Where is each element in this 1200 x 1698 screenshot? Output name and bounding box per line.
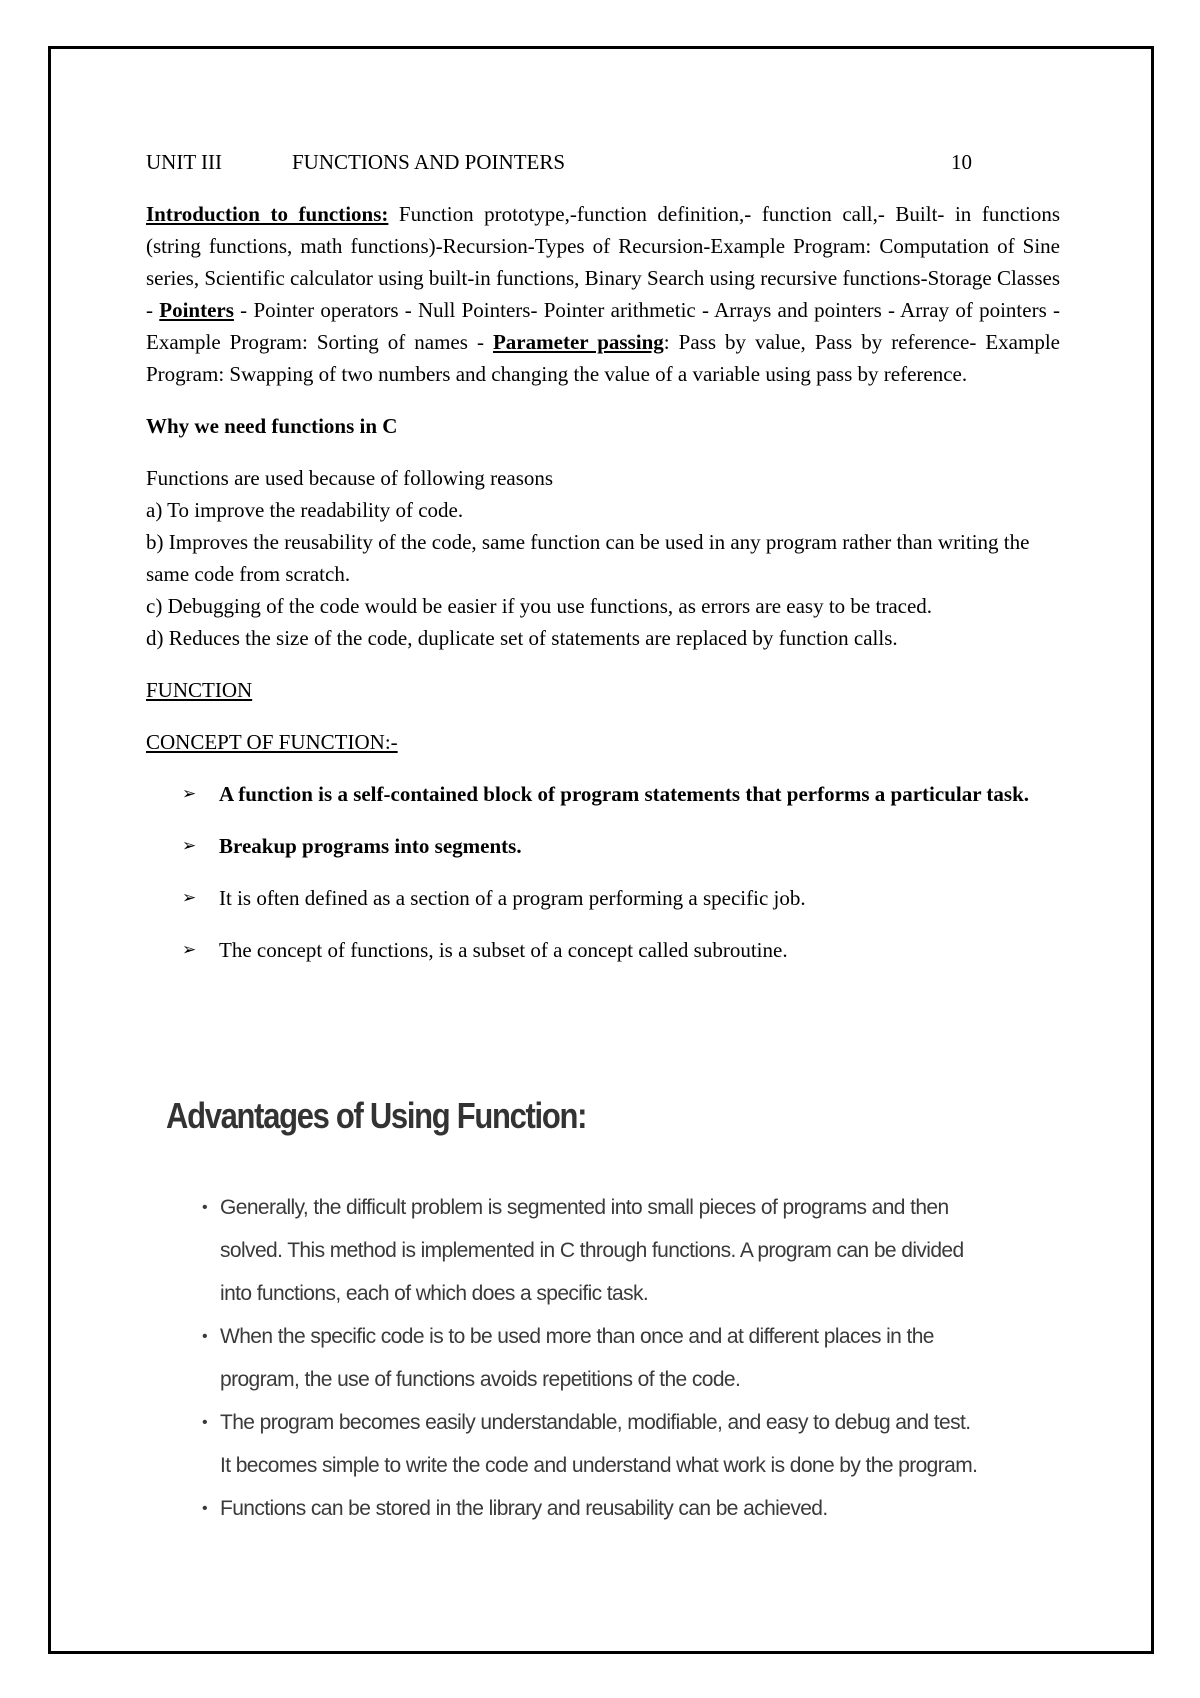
why-functions-heading: Why we need functions in C [146, 414, 398, 438]
advantages-title: Advantages of Using Function: [166, 1095, 587, 1136]
concept-text: A function is a self-contained block of program statements that performs a particular task. [219, 782, 1030, 806]
intro-label: Introduction to functions: [146, 202, 389, 226]
advantages-list [166, 1186, 986, 1530]
reason-item: d) Reduces the size of the code, duplicate set of statements are replaced by function calls. [146, 626, 898, 650]
bullet-icon: • [202, 1199, 208, 1216]
reason-item: b) Improves the reusability of the code, same function can be used in any program rather than writing the same code from scratch. [146, 530, 1030, 586]
advantage-text: Generally, the difficult problem is segmented into small pieces of programs and then solved. This method is implemented in C through functions. A program can be divided into functions, each of which does a specific task. [220, 1196, 964, 1305]
reasons-intro: Functions are used because of following reasons [146, 466, 554, 490]
concept-text: It is often defined as a section of a program performing a specific job. [219, 886, 806, 910]
document-body [146, 146, 1060, 986]
reasons-list [146, 462, 1060, 654]
syllabus-paragraph [146, 198, 1060, 390]
bullet-icon: • [202, 1414, 208, 1431]
list-item [146, 778, 1060, 810]
unit-title: FUNCTIONS AND POINTERS [292, 150, 566, 174]
list-item [166, 1186, 986, 1315]
pointers-label: Pointers [159, 298, 234, 322]
parameter-passing-text: : Pass by value, Pass by reference- Example Program: Swapping of two numbers and changing the value of a variable using pass by reference. [146, 330, 1060, 386]
pointers-text: - Pointer operators - Null Pointers- Pointer arithmetic - Arrays and pointers - Array of pointers - Example Program: Sorting of names - [146, 298, 1061, 354]
bullet-icon: • [202, 1328, 208, 1345]
reason-item: c) Debugging of the code would be easier if you use functions, as errors are easy to be traced. [146, 594, 933, 618]
concept-text: Breakup programs into segments. [219, 834, 522, 858]
arrow-bullet-icon: ➢ [182, 784, 197, 804]
unit-hours: 10 [951, 150, 972, 174]
advantage-text: Functions can be stored in the library and reusability can be achieved. [220, 1497, 828, 1520]
intro-text: Function prototype,-function definition,- function call,- Built- in functions (string functions, math functions)-Recursion-Types of Recursion-Example Program: Computation of Sine series, Scientific calculator using built-in functions, Binary Search using recursive functions-Storage Classes - [146, 202, 1060, 322]
arrow-bullet-icon: ➢ [182, 836, 197, 856]
arrow-bullet-icon: ➢ [182, 888, 197, 908]
advantages-section [166, 1094, 986, 1530]
bullet-icon: • [202, 1500, 208, 1517]
list-item [166, 1315, 986, 1401]
advantage-text: The program becomes easily understandable, modifiable, and easy to debug and test. It becomes simple to write the code and understand what work is done by the program. [220, 1411, 978, 1477]
concept-list [146, 778, 1060, 966]
arrow-bullet-icon: ➢ [182, 940, 197, 960]
function-heading: FUNCTION [146, 678, 253, 702]
parameter-passing-label: Parameter passing [492, 330, 664, 354]
list-item [166, 1401, 986, 1487]
list-item [146, 882, 1060, 914]
list-item [146, 830, 1060, 862]
concept-text: The concept of functions, is a subset of a concept called subroutine. [219, 938, 788, 962]
concept-heading: CONCEPT OF FUNCTION:- [146, 730, 398, 754]
list-item [166, 1487, 986, 1530]
unit-label: UNIT III [146, 150, 223, 174]
advantage-text: When the specific code is to be used more than once and at different places in the program, the use of functions avoids repetitions of the code. [220, 1325, 934, 1391]
unit-header [146, 146, 1060, 178]
reason-item: a) To improve the readability of code. [146, 498, 464, 522]
list-item [146, 934, 1060, 966]
